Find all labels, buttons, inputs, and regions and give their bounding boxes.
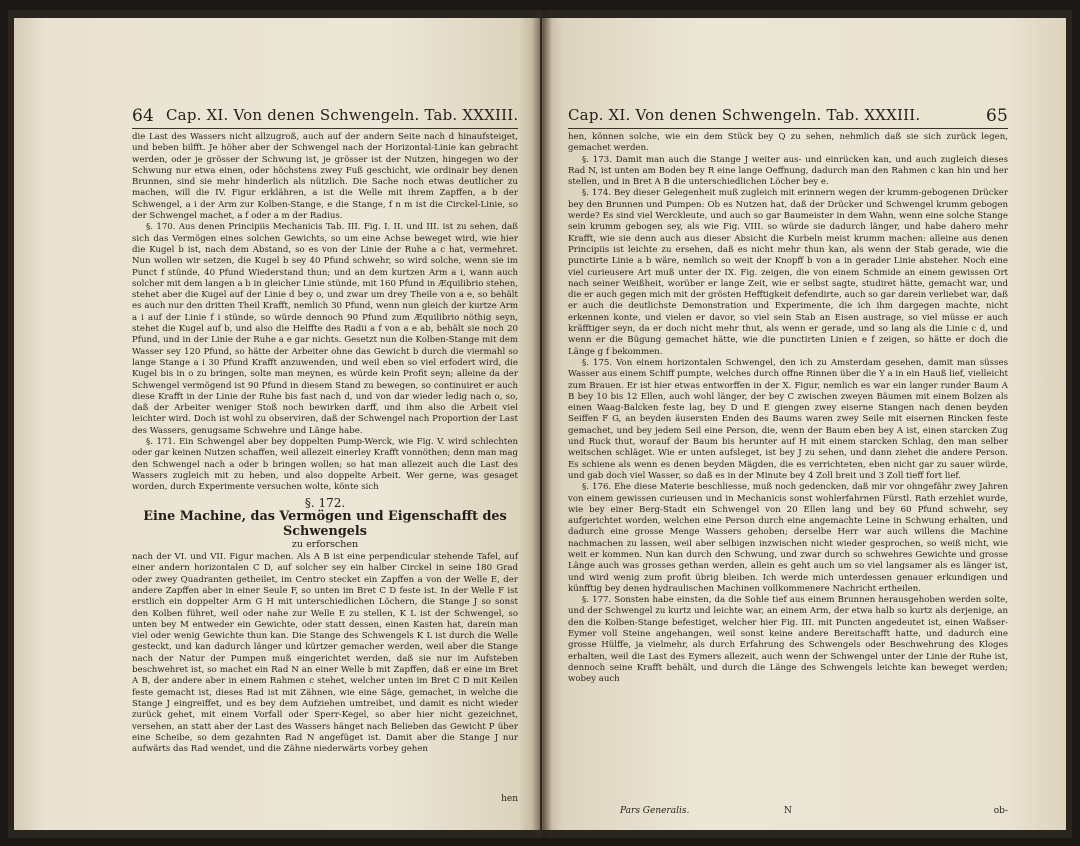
right-running-title: Cap. XI. Von denen Schwengeln. Tab. XXXIII. [568,106,921,124]
left-head-rule [132,128,518,129]
paragraph: §. 175. Von einem horizontalen Schwengel, den ich zu Amsterdam gesehen, damit man süsses Wasser aus einem Schiff pumpte, welches durch offne Rinnen über die Y a in ein Hauß lief, vielleicht zum Brauen. Er ist hier etwas entworffen in der X. Figur, nemlich es war ein langer runder Baum A B bey 10 bis 12 Ellen, auch wohl länger, der bey C zwischen zweyen Bäumen mit einem Bolzen als einen Waag-Balcken feste lag, bey D und E giengen zwey eiserne Stangen nach denen beyden Seiffen F G, an beyden äusersten Enden des Baums waren zwey Seile mit eisernen Rincken feste gemachet, und bey jedem Seil eine Person, die, wenn der Baum eben bey A ist, einen starcken Zug und Ruck thut, worauf der Baum bis herunter auf H mit einem starcken Schlag, den man selber weitschen schläget. Wie er unten aufsleget, ist bey J zu sehen, und dann ziehet die andere Person. Es schiene als wenn es denen beyden Mägden, die es verrichteten, eben nicht gar zu sauer würde, und gab doch viel Wasser, so daß es in der Minute bey 4 Zoll breit und 3 Zoll tieff fort lief. [568,357,1008,481]
left-body-text [132,132,518,755]
right-body-text [568,132,1008,686]
paragraph: §. 171. Ein Schwengel aber bey doppelten Pump-Werck, wie Fig. V. wird schlechten oder gar keinen Nutzen schaffen, weil allezeit einerley Krafft vonnöthen; denn man mag den Schwengel nach a oder b bringen wollen; so hat man allezeit auch die Last des Wassers zugleich mit zu heben, und also doppelte Arbeit. Wer gerne, was gesaget worden, durch Experimente versuchen wolte, könte sich [132,437,518,493]
paragraph: die Last des Wassers nicht allzugroß, auch auf der andern Seite nach d hinaufsteiget, und beben bilfft. Je höher aber der Schwengel nach der Horizontal-Linie kan gebracht werden, oder je grösser der Schwung ist, je grösser ist der Nutzen, hingegen wo der Schwung nur etwa einen, oder höchstens zwey Fuß geschicht, wie ordinair bey denen Brunnen, sind sie mehr hinderlich als nützlich. Die Sache noch etwas deutlicher zu machen, will die IV. Figur erklähren, a ist die Welle mit ihrem Zapffen, a b der Schwengel, a i der Arm zur Kolben-Stange, e die Stange, f n m ist die Circkel-Linie, so der Schwengel machet, a f oder a m der Radius. [132,132,518,222]
section-title: Eine Machine, das Vermögen und Eigenschafft des Schwengels [143,508,507,539]
right-catchword: ob- [993,806,1008,816]
paragraph: nach der VI. und VII. Figur machen. Als A B ist eine perpendicular stehende Tafel, auf einer andern horizontalen C D, auf solcher sey ein halber Circkel in seine 180 Grad oder zwey Quadranten getheilet, im Centro stecket ein Zapffen a von der Welle E, der andere Zapffen aber in einer Seule F, so unten im Bret C D feste ist. In der Welle F ist erstlich ein doppelter Arm G H mit unterschiedlichen Löchern, die Stange J so sonst den Kolben führet, weil oder nahe zur Welle E zu stellen, K L ist der Schwengel, so unten bey M entweder ein Gewichte, oder statt dessen, einen Kasten hat, darein man viel oder wenig Gewichte thun kan. Die Stange des Schwengels K L ist durch die Welle gesteckt, und kan dadurch länger und kürtzer gemacher werden, weil aber die Stange nach der Natur der Pumpen muß eingerichtet werden, daß sie nur im Aufsteben beschwehret ist, so machet ein Rad N an einer Welle b mit Zapffen, daß er eine im Bret A B, der andere aber in einem Rahmen c stehet, welcher unten im Bret C D mit Keilen feste gemacht ist, dieses Rad ist mit Zähnen, wie eine Säge, gemachet, in welche die Stange J eingreiffet, und es bey dem Aufziehen umtreibet, und damit es nicht wieder zurück gehet, mit einem Vorfall oder Sperr-Kegel, so aber hier nicht gezeichnet, versehen, an statt aber der Last des Wassers hänget nach Belieben das Gewicht P über eine Scheibe, so dem gezahnten Rad N angefüget ist. Damit aber die Stange J nur aufwärts das Rad wendet, und die Zähne niederwärts vorbey gehen [132,552,518,755]
left-page [14,18,540,830]
right-head-rule [568,128,1008,129]
right-page [542,18,1066,830]
left-page-number: 64 [132,106,155,126]
left-catchword: hen [501,794,518,804]
paragraph: §. 176. Ehe diese Materie beschliesse, muß noch gedencken, daß mir vor ohngefähr zwey Jahren von einem gewissen curieusen und in Mechanicis sonst wohlerfahrnen Fürstl. Rath erzehlet wurde, wie bey einer Berg-Stadt ein Schwengel von 20 Ellen lang und bey 60 Pfund schwehr, sey aufgerichtet worden, welchen eine Person durch eine angemachte Leine in Schwung erhalten, und dadurch eine grosse Menge Wassers gehoben; derselbe Herr war auch willens die Machine nachmachen zu lassen, weil aber selbigen inzwischen nicht wieder gesprochen, so weiß nicht, wie weit er kommen. Nun kan durch den Schwung, und zwar durch so schwehres Gewichte und grosse Länge auch was grosses gethan werden, allein es geht auch um so viel langsamer als es länger ist, und wird wenig zum profit übrig bleiben. Ich werde mich unterdessen genauer erkundigen und künfftig bey denen hydraulischen Machinen vollkommenere Nachricht ertheilen. [568,482,1008,594]
section-number: §. 172. [304,495,346,510]
paragraph: §. 173. Damit man auch die Stange J weiter aus- und einrücken kan, und auch zugleich dieses Rad N, ist unten am Boden bey R eine lange Oeffnung, dadurch man den Rahmen c kan hin und her stellen, und in Bret A B die unterschiedlichen Löcher bey e. [568,154,1008,188]
signature-mark: N [784,806,792,816]
paragraph: §. 174. Bey dieser Gelegenheit muß zugleich mit erinnern wegen der krumm-gebogenen Drücker bey den Brunnen und Pumpen: Ob es Nutzen hat, daß der Drücker und Schwengel krumm gebogen werde? Es sind viel Werckleute, und auch so gar Baumeister in dem Wahn, wenn eine solche Stange sein krumm gebogen sey, als wie Fig. VIII. so würde sie dadurch länger, und habe dahero mehr Krafft, wie sie denn auch aus dieser Absicht die Kurbeln meist krumm machen: alleine aus denen Principiis ist leichte zu ersehen, daß es nicht mehr thun kan, als wenn der Stab gerade, wie die punctirte Linie a b wäre, nemlich so weit der Knopff b von a in gerader Linie absteher. Noch eine viel curieusere Art muß unter der IX. Fig. zeigen, die von einem Schmide an einem gewissen Ort nach seiner Weißheit, worüber er lange Zeit, wie er selbst sagte, studiret hätte, gemacht war, und die er auch gegen mich mit der grösten Hefftigkeit defendirte, auch so gar darein verliebet war, daß er auch die deutlichste Demonstration und Experimente, die ich ihm dargegen machte, nicht erkennen konte, und vielen er davor, so viel sein Stab an Eisen austrage, so viel müsse er auch kräfftiger seyn, da er doch nicht mehr thut, als wenn er gerade, und so lang als die Linie c d, und wenn er die Bügung gemachet hätte, wie die punctirten Linien e f zeigen, so hätte er doch die Länge g f bekommen. [568,188,1008,357]
paragraph: §. 177. Sonsten habe einsten, da die Sohle tief aus einem Brunnen herausgehoben werden solte, und der Schwengel zu kurtz und leichte war, an einem Arm, der etwa halb so kurtz als derjenige, an den die Kolben-Stange befestiget, welcher hier Fig. III. mit Puncten angedeutet ist, einen Waßser-Eymer voll Steine angehangen, weil sonst keine andere Bereitschafft hatte, und dadurch eine grosse Hülffe, ja vielmehr, als durch Erfahrung des Schwengels oder Beschwehrung des Kloges erhalten, weil die Last des Eymers allezeit, auch wenn der Schwengel unter der Linie der Ruhe ist, dennoch seine Krafft behält, und durch die Länge des Schwengels leichte kan beweget werden; wobey auch [568,595,1008,685]
paragraph: §. 170. Aus denen Principiis Mechanicis Tab. III. Fig. I. II. und III. ist zu sehen, daß sich das Vermögen eines solchen Gewichts, so um eine Achse beweget wird, wie hier die Kugel b ist, nach dem Abstand, so es von der Linie der Ruhe a c hat, vermehret. Nun wollen wir setzen, die Kugel b sey 40 Pfund schwehr, so wird solche, wenn sie im Punct f stünde, 40 Pfund Wiederstand thun; und an dem kurtzen Arm a i, wann auch solcher mit dem langen a b in gleicher Linie stünde, mit 160 Pfund in Æquilibrio stehen, stehet aber die Kugel auf der Linie d bey o, und zwar um drey Theile von a e, so behält es auch nur den dritten Theil Krafft, nemlich 30 Pfund, wenn nun gleich der kurtze Arm a i auf der Linie f i stünde, so würde dennoch 90 Pfund zum Æquilibrio nöthig seyn, stehet die Kugel auf b, und also die Helffte des Radii a f von a e ab, behält sie noch 20 Pfund, und in der Linie der Ruhe a e gar nichts. Gesetzt nun die Kolben-Stange mit dem Wasser sey 120 Pfund, so hätte der Arbeiter ohne das Gewicht b durch die viermahl so lange Stange a i 30 Pfund Krafft anzuwenden, und weil eben so viel erfodert wird, die Kugel bis in o zu bringen, solte man meynen, es würde kein Profit seyn; alleine da der Schwengel vermögend ist 90 Pfund in diesem Stand zu bewegen, so continuiret er auch diese Krafft in der Linie der Ruhe bis fast nach d, und von dar wieder ledig nach o, so, daß der Arbeiter weniger Stoß noch bewirken darff, und ihm also die Arbeit viel leichter wird. Doch ist wohl zu observiren, daß der Schwengel nach Proportion der Last des Wassers, genugsame Schwehre und Länge habe. [132,222,518,436]
section-subtitle: zu erforschen [291,538,359,550]
left-running-title: Cap. XI. Von denen Schwengeln. Tab. XXXIII. [166,106,519,124]
right-page-number: 65 [985,106,1008,126]
footer-pars-generalis: Pars Generalis. [620,806,690,816]
paragraph: hen, können solche, wie ein dem Stück bey Q zu sehen, nehmlich daß sie sich zurück legen, gemachet werden. [568,132,1008,154]
book-spread [8,10,1072,838]
